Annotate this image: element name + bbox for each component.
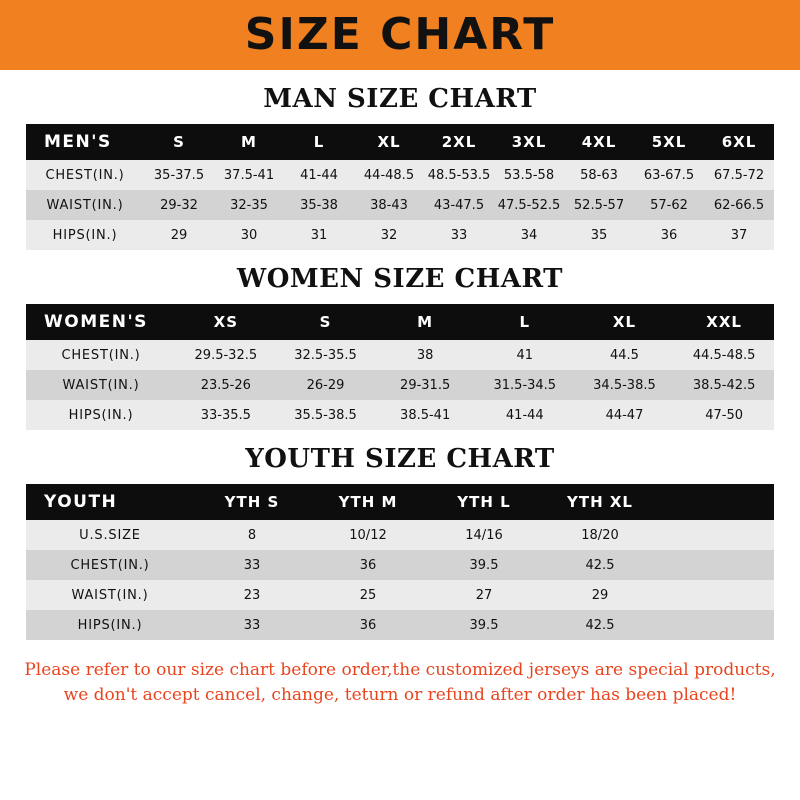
man-table-body bbox=[26, 160, 774, 250]
women-header-l: L bbox=[475, 304, 575, 340]
women-table-body bbox=[26, 340, 774, 430]
women-waist-xs: 23.5-26 bbox=[176, 370, 276, 400]
youth-ussize-xl: 18/20 bbox=[542, 520, 658, 550]
man-row-chest-label: CHEST(IN.) bbox=[26, 160, 144, 190]
women-row-hips-label: HIPS(IN.) bbox=[26, 400, 176, 430]
man-chest-l: 41-44 bbox=[284, 160, 354, 190]
footer-disclaimer bbox=[0, 658, 800, 707]
youth-header-label: YOUTH bbox=[26, 484, 194, 520]
man-waist-s: 29-32 bbox=[144, 190, 214, 220]
youth-chest-l: 39.5 bbox=[426, 550, 542, 580]
man-header-2xl: 2XL bbox=[424, 124, 494, 160]
man-row-waist-label: WAIST(IN.) bbox=[26, 190, 144, 220]
women-hips-xs: 33-35.5 bbox=[176, 400, 276, 430]
man-table-header bbox=[26, 124, 774, 160]
youth-hips-l: 39.5 bbox=[426, 610, 542, 640]
man-hips-5xl: 36 bbox=[634, 220, 704, 250]
women-chest-xs: 29.5-32.5 bbox=[176, 340, 276, 370]
man-hips-4xl: 35 bbox=[564, 220, 634, 250]
women-chest-xl: 44.5 bbox=[575, 340, 675, 370]
man-header-4xl: 4XL bbox=[564, 124, 634, 160]
man-waist-3xl: 47.5-52.5 bbox=[494, 190, 564, 220]
women-header-s: S bbox=[276, 304, 376, 340]
man-hips-2xl: 33 bbox=[424, 220, 494, 250]
youth-waist-m: 25 bbox=[310, 580, 426, 610]
youth-hips-xl: 42.5 bbox=[542, 610, 658, 640]
youth-section-title: YOUTH SIZE CHART bbox=[245, 444, 555, 474]
youth-row-ussize-label: U.S.SIZE bbox=[26, 520, 194, 550]
table-header-row bbox=[26, 484, 774, 520]
women-hips-s: 35.5-38.5 bbox=[276, 400, 376, 430]
youth-row-waist-label: WAIST(IN.) bbox=[26, 580, 194, 610]
man-header-3xl: 3XL bbox=[494, 124, 564, 160]
man-hips-l: 31 bbox=[284, 220, 354, 250]
footer-line-2: we don't accept cancel, change, teturn or refund after order has been placed! bbox=[63, 684, 737, 705]
women-row-chest-label: CHEST(IN.) bbox=[26, 340, 176, 370]
table-row bbox=[26, 580, 774, 610]
youth-header-m: YTH M bbox=[310, 484, 426, 520]
youth-table-header bbox=[26, 484, 774, 520]
table-row bbox=[26, 340, 774, 370]
youth-header-spacer bbox=[658, 484, 774, 520]
youth-chest-m: 36 bbox=[310, 550, 426, 580]
man-waist-2xl: 43-47.5 bbox=[424, 190, 494, 220]
table-row bbox=[26, 400, 774, 430]
table-header-row bbox=[26, 124, 774, 160]
youth-ussize-l: 14/16 bbox=[426, 520, 542, 550]
man-size-section bbox=[0, 84, 800, 250]
man-header-5xl: 5XL bbox=[634, 124, 704, 160]
table-row bbox=[26, 160, 774, 190]
man-size-table bbox=[26, 124, 774, 250]
footer-line-1: Please refer to our size chart before order,the customized jerseys are special products, bbox=[24, 660, 776, 680]
man-chest-xl: 44-48.5 bbox=[354, 160, 424, 190]
women-row-waist-label: WAIST(IN.) bbox=[26, 370, 176, 400]
man-waist-m: 32-35 bbox=[214, 190, 284, 220]
women-waist-l: 31.5-34.5 bbox=[475, 370, 575, 400]
page-title: SIZE CHART bbox=[244, 9, 556, 60]
youth-chest-spacer bbox=[658, 550, 774, 580]
youth-row-hips-label: HIPS(IN.) bbox=[26, 610, 194, 640]
man-hips-s: 29 bbox=[144, 220, 214, 250]
women-chest-xxl: 44.5-48.5 bbox=[674, 340, 774, 370]
table-row bbox=[26, 520, 774, 550]
table-row bbox=[26, 220, 774, 250]
youth-size-table bbox=[26, 484, 774, 640]
youth-header-s: YTH S bbox=[194, 484, 310, 520]
man-chest-2xl: 48.5-53.5 bbox=[424, 160, 494, 190]
man-row-hips-label: HIPS(IN.) bbox=[26, 220, 144, 250]
women-table-header bbox=[26, 304, 774, 340]
man-chest-6xl: 67.5-72 bbox=[704, 160, 774, 190]
women-waist-s: 26-29 bbox=[276, 370, 376, 400]
youth-waist-s: 23 bbox=[194, 580, 310, 610]
man-chest-4xl: 58-63 bbox=[564, 160, 634, 190]
man-chest-5xl: 63-67.5 bbox=[634, 160, 704, 190]
man-waist-6xl: 62-66.5 bbox=[704, 190, 774, 220]
women-hips-l: 41-44 bbox=[475, 400, 575, 430]
man-section-title: MAN SIZE CHART bbox=[263, 84, 537, 114]
youth-size-section bbox=[0, 444, 800, 640]
women-header-xs: XS bbox=[176, 304, 276, 340]
table-row bbox=[26, 190, 774, 220]
women-waist-m: 29-31.5 bbox=[375, 370, 475, 400]
women-size-section bbox=[0, 264, 800, 430]
man-chest-s: 35-37.5 bbox=[144, 160, 214, 190]
youth-header-l: YTH L bbox=[426, 484, 542, 520]
man-header-xl: XL bbox=[354, 124, 424, 160]
women-header-xl: XL bbox=[575, 304, 675, 340]
youth-waist-spacer bbox=[658, 580, 774, 610]
women-waist-xxl: 38.5-42.5 bbox=[674, 370, 774, 400]
man-header-l: L bbox=[284, 124, 354, 160]
table-row bbox=[26, 610, 774, 640]
youth-ussize-spacer bbox=[658, 520, 774, 550]
women-hips-xl: 44-47 bbox=[575, 400, 675, 430]
women-section-title: WOMEN SIZE CHART bbox=[237, 264, 563, 294]
man-hips-m: 30 bbox=[214, 220, 284, 250]
man-hips-3xl: 34 bbox=[494, 220, 564, 250]
women-size-table bbox=[26, 304, 774, 430]
man-hips-6xl: 37 bbox=[704, 220, 774, 250]
women-chest-s: 32.5-35.5 bbox=[276, 340, 376, 370]
youth-ussize-s: 8 bbox=[194, 520, 310, 550]
youth-row-chest-label: CHEST(IN.) bbox=[26, 550, 194, 580]
man-waist-xl: 38-43 bbox=[354, 190, 424, 220]
women-chest-l: 41 bbox=[475, 340, 575, 370]
man-waist-l: 35-38 bbox=[284, 190, 354, 220]
youth-table-body bbox=[26, 520, 774, 640]
man-chest-m: 37.5-41 bbox=[214, 160, 284, 190]
youth-hips-spacer bbox=[658, 610, 774, 640]
youth-chest-xl: 42.5 bbox=[542, 550, 658, 580]
youth-chest-s: 33 bbox=[194, 550, 310, 580]
youth-header-xl: YTH XL bbox=[542, 484, 658, 520]
women-waist-xl: 34.5-38.5 bbox=[575, 370, 675, 400]
man-waist-5xl: 57-62 bbox=[634, 190, 704, 220]
man-header-s: S bbox=[144, 124, 214, 160]
youth-hips-s: 33 bbox=[194, 610, 310, 640]
table-row bbox=[26, 370, 774, 400]
man-header-6xl: 6XL bbox=[704, 124, 774, 160]
youth-waist-xl: 29 bbox=[542, 580, 658, 610]
women-chest-m: 38 bbox=[375, 340, 475, 370]
women-hips-m: 38.5-41 bbox=[375, 400, 475, 430]
youth-ussize-m: 10/12 bbox=[310, 520, 426, 550]
women-hips-xxl: 47-50 bbox=[674, 400, 774, 430]
youth-hips-m: 36 bbox=[310, 610, 426, 640]
women-header-xxl: XXL bbox=[674, 304, 774, 340]
table-row bbox=[26, 550, 774, 580]
man-chest-3xl: 53.5-58 bbox=[494, 160, 564, 190]
women-header-m: M bbox=[375, 304, 475, 340]
header-banner bbox=[0, 0, 800, 70]
women-header-label: WOMEN'S bbox=[26, 304, 176, 340]
man-header-label: MEN'S bbox=[26, 124, 144, 160]
table-header-row bbox=[26, 304, 774, 340]
youth-waist-l: 27 bbox=[426, 580, 542, 610]
man-waist-4xl: 52.5-57 bbox=[564, 190, 634, 220]
man-header-m: M bbox=[214, 124, 284, 160]
man-hips-xl: 32 bbox=[354, 220, 424, 250]
